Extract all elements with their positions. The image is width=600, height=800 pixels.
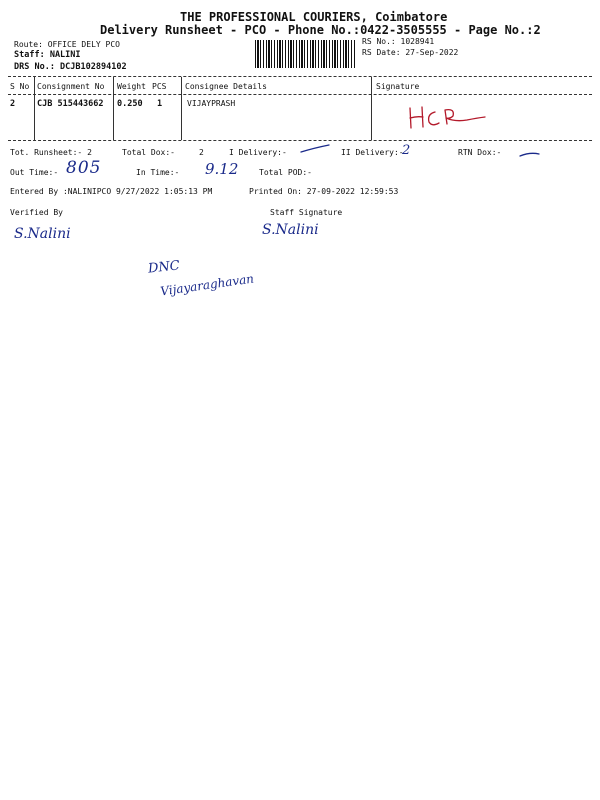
- out-time-label: Out Time:-: [10, 168, 59, 177]
- total-pod-label: Total POD:-: [259, 168, 312, 177]
- in-time-label: In Time:-: [136, 168, 180, 177]
- out-time-handwritten: 805: [66, 158, 102, 178]
- i-delivery-dash: [298, 142, 332, 156]
- col-sno: S No: [10, 82, 30, 91]
- col-divider: [113, 77, 114, 140]
- col-divider: [181, 77, 182, 140]
- printed-on: Printed On: 27-09-2022 12:59:53: [249, 187, 399, 196]
- ii-delivery-handwritten: 2: [402, 143, 411, 158]
- rtn-dox-dash: [518, 148, 542, 160]
- staff-signature-mark: S.Nalini: [262, 222, 319, 238]
- row-weight: 0.250: [117, 99, 143, 109]
- col-pcs: PCS: [152, 82, 167, 91]
- verified-by-signature: S.Nalini: [14, 226, 71, 242]
- staff-signature-label: Staff Signature: [270, 208, 343, 217]
- total-dox-value: 2: [199, 148, 204, 157]
- tot-runsheet: Tot. Runsheet:- 2: [10, 148, 92, 157]
- col-consignee: Consignee Details: [185, 82, 267, 91]
- col-consignment: Consignment No: [37, 82, 105, 91]
- barcode: [255, 40, 355, 68]
- note-name: Vijayaraghavan: [159, 271, 255, 299]
- col-divider: [371, 77, 372, 140]
- staff-label: Staff: NALINI: [14, 50, 81, 60]
- ii-delivery-label: II Delivery:-: [341, 148, 404, 157]
- table-top-rule: [8, 76, 592, 77]
- in-time-handwritten: 9.12: [205, 160, 239, 178]
- header-rule: [8, 94, 592, 95]
- row-consignee: VIJAYPRASH: [187, 99, 236, 108]
- rtn-dox-label: RTN Dox:-: [458, 148, 502, 157]
- receiver-signature: [405, 102, 495, 132]
- col-signature: Signature: [376, 82, 420, 91]
- company-title: THE PROFESSIONAL COURIERS, Coimbatore: [180, 10, 448, 24]
- verified-by-label: Verified By: [10, 208, 63, 217]
- entered-by: Entered By :NALINIPCO 9/27/2022 1:05:13 PM: [10, 187, 213, 196]
- col-divider: [34, 77, 35, 140]
- i-delivery-label: I Delivery:-: [229, 148, 287, 157]
- row-consignment: CJB 515443662: [37, 99, 104, 109]
- row-sno: 2: [10, 99, 16, 109]
- rs-date: RS Date: 27-Sep-2022: [362, 48, 459, 57]
- note-dnc: DNC: [147, 258, 181, 277]
- runsheet-title: Delivery Runsheet - PCO - Phone No.:0422-3505555 - Page No.:2: [100, 23, 541, 37]
- total-dox-label: Total Dox:-: [122, 148, 175, 157]
- drs-number: DRS No.: DCJB102894102: [14, 62, 127, 72]
- table-bottom-rule: [8, 140, 592, 141]
- route-label: Route: OFFICE DELY PCO: [14, 40, 120, 49]
- col-weight: Weight: [117, 82, 146, 91]
- rs-number: RS No.: 1028941: [362, 37, 435, 46]
- row-pcs: 1: [157, 99, 163, 109]
